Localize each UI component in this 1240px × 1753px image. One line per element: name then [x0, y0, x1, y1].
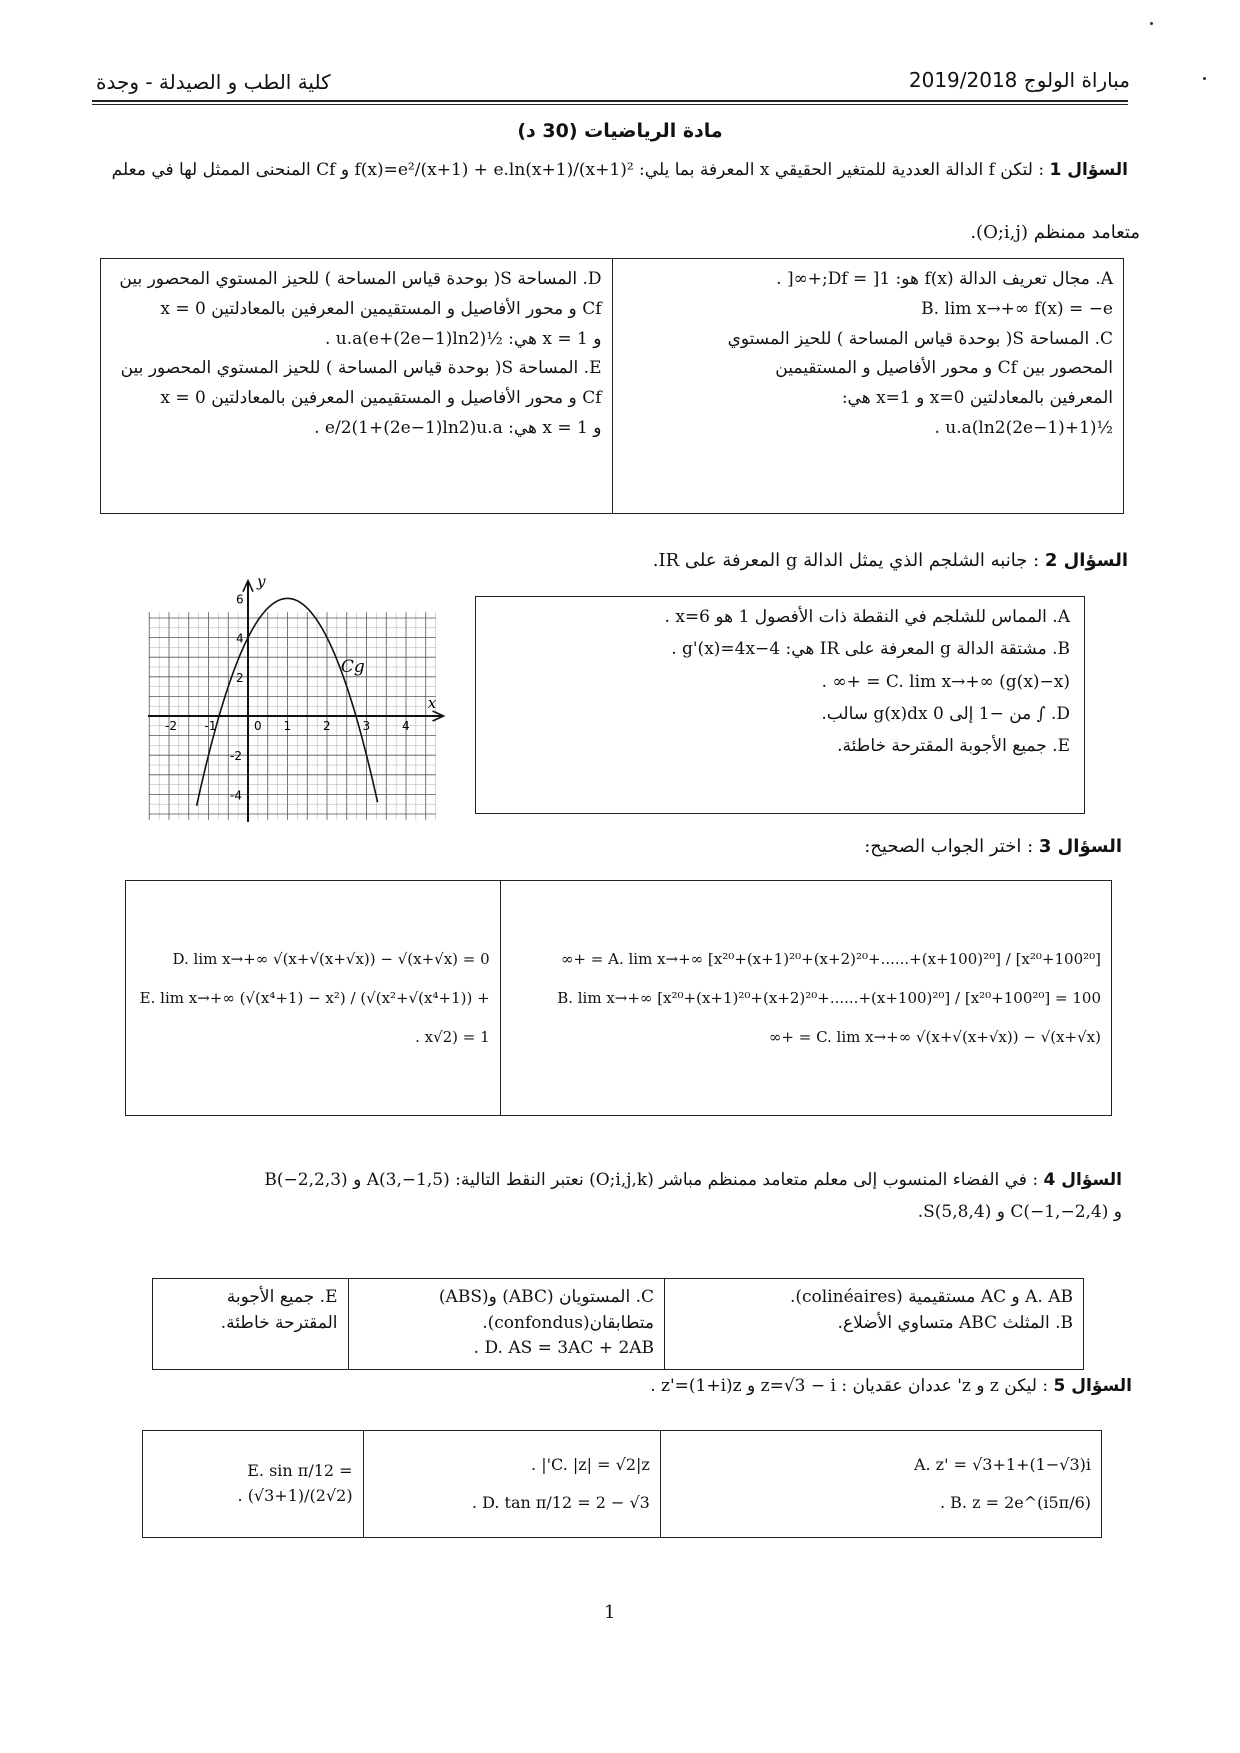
- x-tick-label: 4: [402, 719, 410, 733]
- q5-label: السؤال 5: [1053, 1376, 1132, 1396]
- x-tick-label: 3: [362, 719, 371, 733]
- q1-option-c2: المحصور بين Cf و محور الأفاصيل و المستقيمين: [775, 358, 1113, 379]
- header-rule-thin: [92, 104, 1128, 105]
- q1-text: لتكن f الدالة العددية للمتغير الحقيقي x المعرفة بما يلي: f(x)=e²/(x+1) + e.ln(x+1)/(x+1)² و Cf المنحنى الممثل لها في معلم: [111, 160, 1033, 180]
- q3-options-right: [500, 881, 1111, 1116]
- q1-options-table: [100, 258, 1124, 514]
- q3-options-table: [125, 880, 1112, 1116]
- q1-option-d2: Cf و محور الأفاصيل و المستقيمين المعرفين بالمعادلتين x = 0: [160, 298, 602, 319]
- header-left: كلية الطب و الصيدلة - وجدة: [96, 70, 331, 94]
- q1-option-e2: Cf و محور الأفاصيل و المستقيمين المعرفين بالمعادلتين x = 0: [160, 388, 602, 408]
- q5-option-a: A. z' = √3+1+(1−√3)i: [913, 1454, 1091, 1474]
- q4-option-e1: E. جميع الأجوبة: [226, 1287, 338, 1307]
- q1-text2: متعامد ممنظم (O;i,j).: [970, 222, 1140, 243]
- page-number: 1: [604, 1602, 616, 1623]
- q4-label: السؤال 4: [1043, 1170, 1122, 1190]
- x-tick-label: 2: [323, 719, 331, 733]
- q2-label: السؤال 2: [1044, 550, 1128, 571]
- q4-options-table: [152, 1278, 1084, 1370]
- q2-option-c: C. lim x→+∞ (g(x)−x) = +∞ .: [821, 671, 1070, 692]
- q1-option-c4: ½(1+(2e−1)ln2)u.a .: [934, 417, 1113, 438]
- q4-options-e: [153, 1279, 349, 1370]
- q3-label: السؤال 3: [1038, 836, 1122, 857]
- y-tick-label: 4: [236, 631, 244, 646]
- q1-option-c3: المعرفين بالمعادلتين x=0 و x=1 هي:: [841, 388, 1113, 408]
- x-tick-label: -1: [204, 719, 217, 733]
- q5-option-c: C. |z| = √2|z'| .: [531, 1454, 650, 1474]
- q4-text2: و C(−1,−2,4) و S(5,8,4).: [917, 1202, 1122, 1222]
- q5-options-cd: [363, 1431, 660, 1538]
- q2-text: جانبه الشلجم الذي يمثل الدالة g المعرفة على IR.: [652, 550, 1028, 571]
- q1-option-a: A. مجال تعريف الدالة f(x) هو: Df = ]1;+∞[ .: [776, 269, 1113, 289]
- q2-graph: [148, 578, 474, 824]
- q2-option-b: B. مشتقة الدالة g المعرفة على IR هي: g'(x)=4x−4 .: [671, 639, 1070, 660]
- q5-options-table: [142, 1430, 1102, 1538]
- q1-label: السؤال 1: [1049, 160, 1128, 180]
- q5-option-d: D. tan π/12 = 2 − √3 .: [471, 1493, 650, 1512]
- subject-title: مادة الرياضيات (30 د): [517, 120, 723, 142]
- q3-option-e: E. lim x→+∞ (√(x⁴+1) − x²) / (√(x²+√(x⁴+1)) + x√2) = 1 .: [139, 988, 490, 1046]
- header-rule: [92, 100, 1128, 102]
- q2-option-a: A. المماس للشلجم في النقطة ذات الأفصول 1 هو x=6 .: [664, 607, 1070, 627]
- q2-statement: السؤال 2 : جانبه الشلجم الذي يمثل الدالة g المعرفة على IR.: [652, 550, 1128, 571]
- y-tick-label: 6: [236, 592, 244, 607]
- q1-options-right: [612, 259, 1124, 514]
- q1-option-e3: و x = 1 هي: e/2(1+(2e−1)ln2)u.a .: [314, 417, 602, 438]
- q3-option-d: D. lim x→+∞ √(x+√(x+√x)) − √(x+√x) = 0: [172, 949, 490, 968]
- q5-text: ليكن z و z' عددان عقديان : z=√3 − i و z'=(1+i)z .: [650, 1376, 1037, 1396]
- q4-option-d: D. AS = 3AC + 2AB .: [473, 1338, 655, 1358]
- x-tick-label: -2: [165, 719, 177, 733]
- y-tick-label: -2: [230, 749, 242, 764]
- q3-options-left: [126, 881, 501, 1116]
- q4-option-e2: المقترحة خاطئة.: [220, 1312, 338, 1333]
- q4-statement: السؤال 4 : في الفضاء المنسوب إلى معلم متعامد ممنظم مباشر (O;i,j,k) نعتبر النقط التالية: A(3,−1,5) و B(−2,2,3): [264, 1170, 1122, 1190]
- q1-option-e1: E. المساحة S( بوحدة قياس المساحة ) للحيز المستوي المحصور بين: [120, 358, 602, 379]
- q4-option-c2: متطابقان(confondus).: [482, 1312, 655, 1333]
- q2-options-table: [475, 596, 1085, 814]
- graph-axes: [148, 581, 444, 822]
- q1-option-d3: و x = 1 هي: ½(e+(2e−1)ln2)u.a .: [324, 328, 602, 349]
- q1-options-left: [101, 259, 613, 514]
- y-tick-label: 2: [236, 670, 244, 685]
- q2-option-e: E. جميع الأجوبة المقترحة خاطئة.: [837, 736, 1070, 757]
- x-axis-label: x: [427, 694, 437, 712]
- q5-options-e: [143, 1431, 364, 1538]
- q5-option-e: E. sin π/12 = (√3+1)/(2√2) .: [237, 1461, 353, 1505]
- q5-statement: السؤال 5 : ليكن z و z' عددان عقديان : z=√3 − i و z'=(1+i)z .: [650, 1376, 1132, 1396]
- q1-option-b: B. lim x→+∞ f(x) = −e: [921, 298, 1113, 319]
- y-axis-label: y: [257, 578, 266, 591]
- q5-options-ab: [660, 1431, 1101, 1538]
- x-tick-label: 0: [254, 719, 262, 733]
- scan-speck: [1203, 77, 1206, 80]
- q3-option-a: A. lim x→+∞ [x²⁰+(x+1)²⁰+(x+2)²⁰+......+(x+100)²⁰] / [x²⁰+100²⁰] = +∞: [560, 949, 1101, 968]
- q2-options: [476, 597, 1085, 814]
- q4-option-b: B. المثلث ABC متساوي الأضلاع.: [837, 1312, 1073, 1333]
- q3-statement: السؤال 3 : اختر الجواب الصحيح:: [864, 836, 1122, 857]
- q1-option-c1: C. المساحة S( بوحدة قياس المساحة ) للحيز المستوي: [727, 328, 1113, 349]
- q5-option-b: B. z = 2e^(i5π/6) .: [939, 1493, 1091, 1512]
- q1-option-d1: D. المساحة S( بوحدة قياس المساحة ) للحيز المستوي المحصور بين: [119, 269, 602, 289]
- q3-text: اختر الجواب الصحيح:: [864, 836, 1022, 857]
- q4-option-a: A. AB و AC مستقيمية (colinéaires).: [789, 1287, 1073, 1307]
- q3-option-b: B. lim x→+∞ [x²⁰+(x+1)²⁰+(x+2)²⁰+......+(x+100)²⁰] / [x²⁰+100²⁰] = 100: [557, 988, 1101, 1007]
- curve-label-cg: Cg: [340, 656, 365, 677]
- header-right: مباراة الولوج 2019/2018: [908, 68, 1130, 92]
- q4-text: في الفضاء المنسوب إلى معلم متعامد ممنظم مباشر (O;i,j,k) نعتبر النقط التالية: A(3,−1,5) و B(−2,2,3): [264, 1170, 1027, 1190]
- scan-speck: [1150, 22, 1153, 25]
- q3-option-c: C. lim x→+∞ √(x+√(x+√x)) − √(x+√x) = +∞: [768, 1027, 1101, 1046]
- q4-option-c1: C. المستويان (ABC) و(ABS): [438, 1287, 655, 1307]
- q1-statement: السؤال 1 : لتكن f الدالة العددية للمتغير الحقيقي x المعرفة بما يلي: f(x)=e²/(x+1) + e.ln(x+1)/(x+1)² و Cf المنحنى الممثل لها في معلم: [111, 160, 1128, 180]
- q4-options-cd: [348, 1279, 665, 1370]
- y-tick-label: -4: [230, 788, 242, 803]
- q4-options-ab: [665, 1279, 1084, 1370]
- x-tick-label: 1: [283, 719, 292, 733]
- q2-option-d: D. ∫ من −1 إلى 0 g(x)dx سالب.: [821, 703, 1070, 724]
